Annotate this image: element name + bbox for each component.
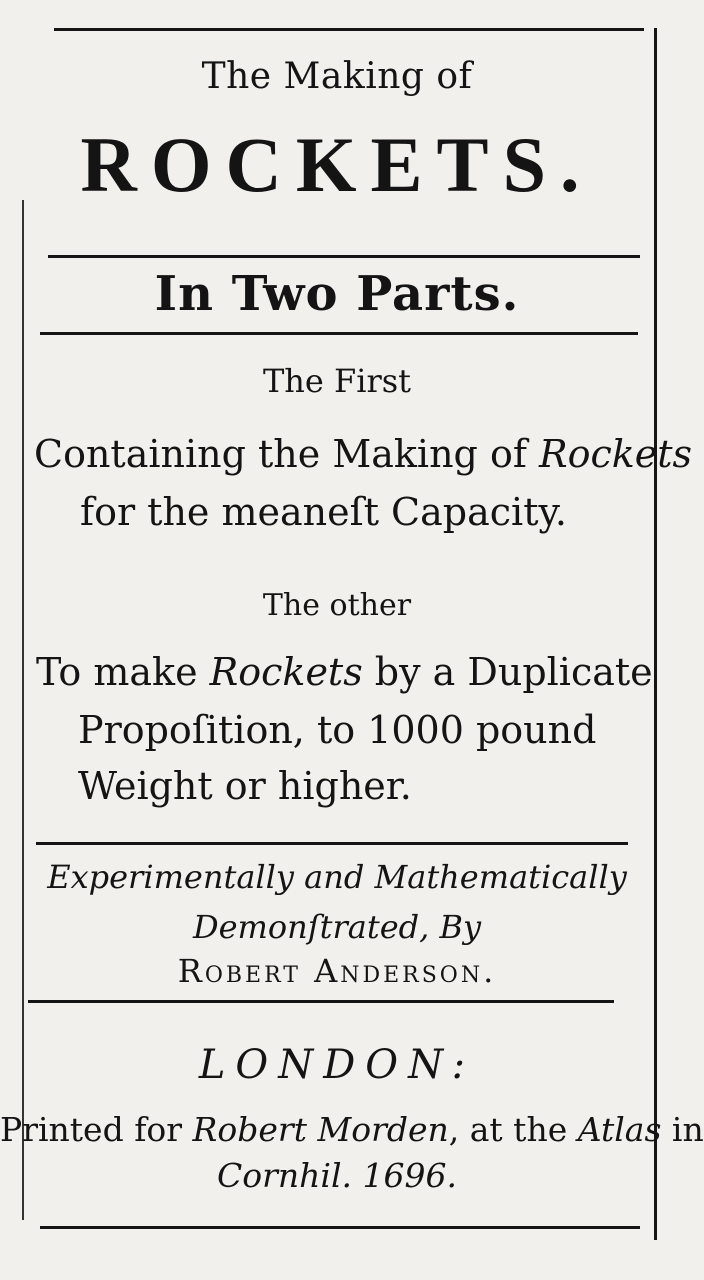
other-line-2: Propoſition, to 1000 pound bbox=[78, 708, 597, 752]
other-line-3: Weight or higher. bbox=[78, 764, 412, 808]
first-line-1: Containing the Making of Rockets bbox=[34, 432, 693, 476]
divider-rule-3 bbox=[36, 842, 628, 845]
parts-heading: In Two Parts. bbox=[154, 266, 520, 322]
first-line-1-italic: Rockets bbox=[538, 432, 693, 476]
other-line-1: To make Rockets by a Duplicate bbox=[36, 650, 653, 694]
other-line-1-italic: Rockets bbox=[209, 650, 363, 694]
title-main: ROCKETS. bbox=[80, 121, 594, 208]
publisher-name: Robert Morden bbox=[192, 1110, 449, 1149]
author-name: Robert Anderson. bbox=[177, 952, 497, 990]
divider-rule-2 bbox=[40, 332, 638, 335]
imprint-city: LONDON: bbox=[198, 1042, 476, 1088]
sign-name: Atlas bbox=[577, 1110, 662, 1149]
bottom-border-rule bbox=[40, 1226, 640, 1229]
first-heading: The First bbox=[262, 362, 412, 400]
demonstrated-line-2: Demonſtrated, By bbox=[192, 908, 482, 946]
other-heading: The other bbox=[262, 588, 412, 623]
divider-rule-1 bbox=[48, 255, 640, 258]
title-small: The Making of bbox=[201, 56, 473, 97]
demonstrated-line-1: Experimentally and Mathematically bbox=[47, 858, 627, 896]
divider-rule-4 bbox=[28, 1000, 614, 1003]
top-border-rule bbox=[54, 28, 644, 31]
first-line-2: for the meaneſt Capacity. bbox=[80, 490, 567, 534]
imprint-line-1: Printed for Robert Morden, at the Atlas in bbox=[0, 1110, 704, 1149]
imprint-line-2: Cornhil. 1696. bbox=[217, 1156, 457, 1195]
